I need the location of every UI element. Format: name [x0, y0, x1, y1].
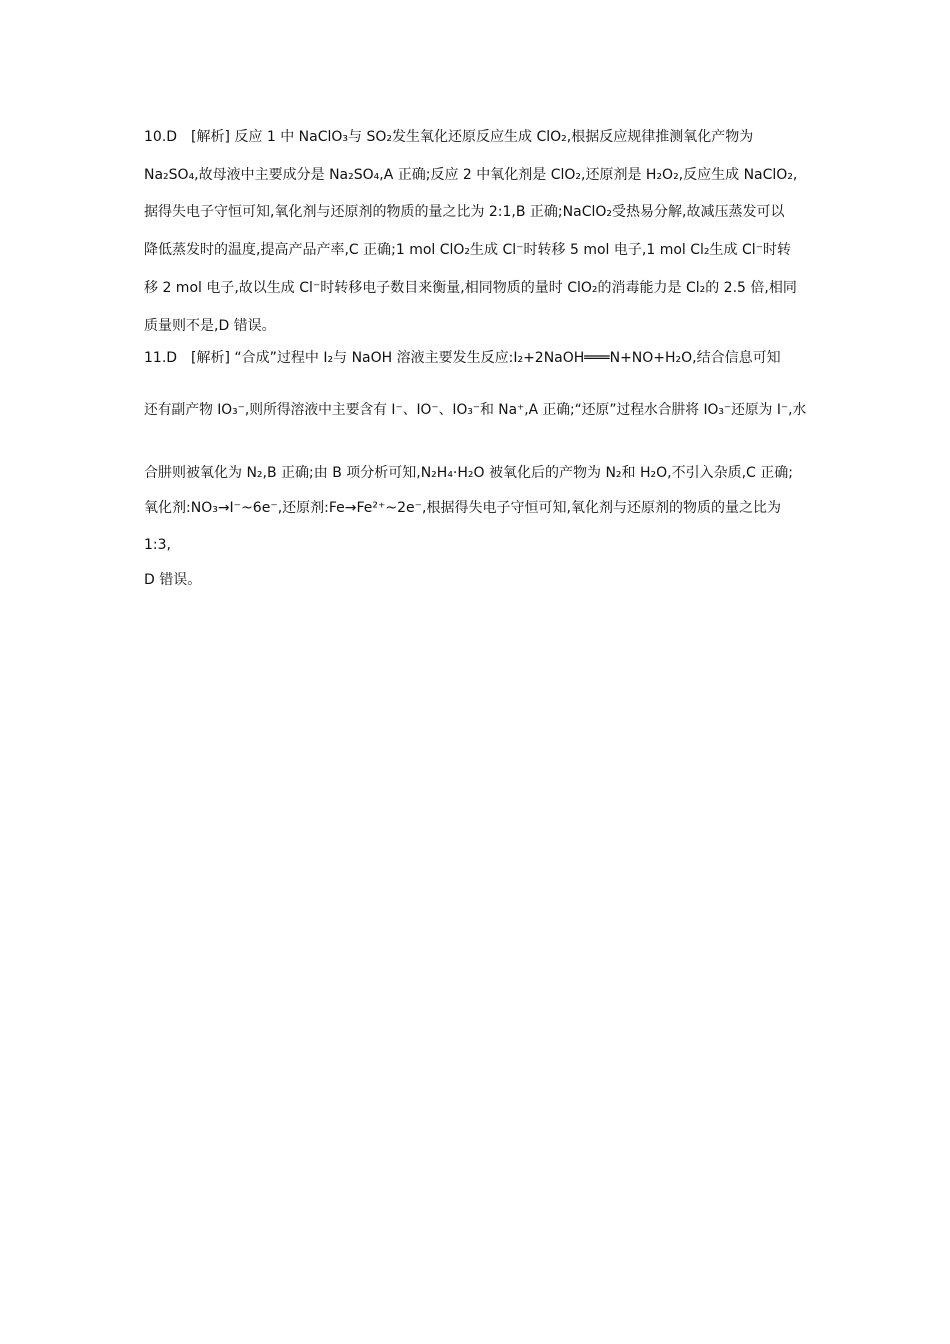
q11-line-3: 合肼则被氧化为 N₂,B 正确;由 B 项分析可知,N₂H₄·H₂O 被氧化后的产物为 N₂和 H₂O,不引入杂质,C 正确;	[144, 465, 793, 481]
q10-line-3: 据得失电子守恒可知,氧化剂与还原剂的物质的量之比为 2:1,B 正确;NaClO₂受热易分解,故减压蒸发可以	[144, 204, 785, 220]
q11-line-4: 氧化剂:NO₃→I⁻~6e⁻,还原剂:Fe→Fe²⁺~2e⁻,根据得失电子守恒可知,氧化剂与还原剂的物质的量之比为	[144, 500, 781, 516]
q10-line-4: 降低蒸发时的温度,提高产品产率,C 正确;1 mol ClO₂生成 Cl⁻时转移 5 mol 电子,1 mol Cl₂生成 Cl⁻时转	[144, 242, 792, 258]
q10-line-6: 质量则不是,D 错误。	[144, 318, 276, 334]
q10-line-5: 移 2 mol 电子,故以生成 Cl⁻时转移电子数目来衡量,相同物质的量时 ClO₂的消毒能力是 Cl₂的 2.5 倍,相同	[144, 280, 797, 296]
q10-line-2: Na₂SO₄,故母液中主要成分是 Na₂SO₄,A 正确;反应 2 中氧化剂是 ClO₂,还原剂是 H₂O₂,反应生成 NaClO₂,	[144, 167, 798, 183]
q11-line-1: 11.D [解析] “合成”过程中 I₂与 NaOH 溶液主要发生反应:I₂+2NaOH═══N+NO+H₂O,结合信息可知	[144, 350, 781, 366]
q11-line-2: 还有副产物 IO₃⁻,则所得溶液中主要含有 I⁻、IO⁻、IO₃⁻和 Na⁺,A 正确;“还原”过程水合肼将 IO₃⁻还原为 I⁻,水	[144, 402, 807, 418]
q11-line-6: D 错误。	[144, 572, 202, 588]
q10-line-1: 10.D [解析] 反应 1 中 NaClO₃与 SO₂发生氧化还原反应生成 ClO₂,根据反应规律推测氧化产物为	[144, 129, 754, 145]
q11-line-5: 1:3,	[144, 537, 171, 553]
